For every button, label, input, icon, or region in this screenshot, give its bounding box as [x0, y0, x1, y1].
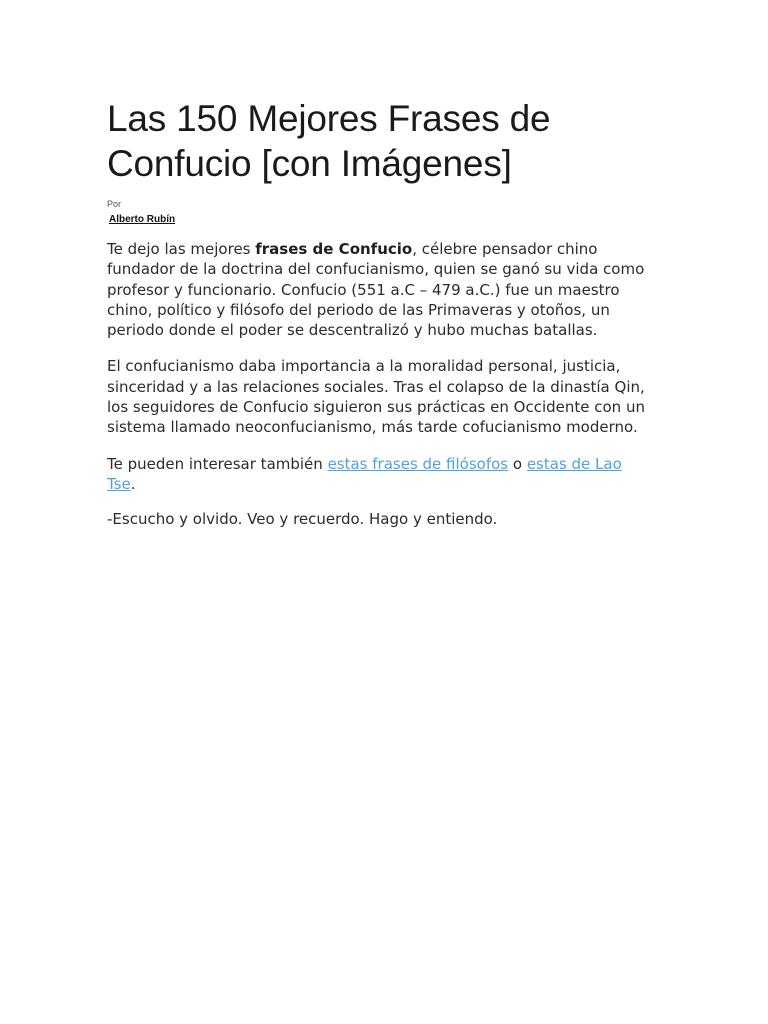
- lao-tse-quotes-link[interactable]: estas de Lao Tse: [107, 454, 622, 493]
- author-link[interactable]: Alberto Rubín: [109, 214, 176, 225]
- philosophers-quotes-link[interactable]: estas frases de filósofos: [327, 454, 509, 473]
- byline-label: Por: [107, 199, 122, 209]
- quote-item: -Escucho y olvido. Veo y recuerdo. Hago y entiendo.: [107, 510, 498, 529]
- intro-text-start: Te dejo las mejores: [107, 240, 256, 258]
- intro-paragraph: [107, 239, 652, 340]
- history-paragraph: El confucianismo daba importancia a la moralidad personal, justicia, sinceridad y a las relaciones sociales. Tras el colapso de la dinastía Qin, los seguidores de Confucio siguieron sus prácticas en Occidente con un sistema llamado neoconfucianismo, más tarde cofucianismo moderno.: [107, 357, 645, 437]
- article: [107, 96, 652, 530]
- intro-text-rest: , célebre pensador chino fundador de la doctrina del confucianismo, quien se ganó su vida como profesor y funcionario. Confucio (551 a.C – 479 a.C.) fue un maestro chino, político y filósofo del periodo de las Primaveras y otoños, un periodo donde el poder se descentralizó y hubo muchas batallas.: [107, 240, 645, 340]
- related-middle: o: [508, 454, 527, 473]
- related-paragraph: [107, 454, 652, 495]
- article-title: Las 150 Mejores Frases de Confucio [con Imágenes]: [107, 98, 551, 184]
- related-prefix: Te pueden interesar también: [107, 454, 328, 473]
- intro-bold-keyword: frases de Confucio: [255, 240, 413, 258]
- related-suffix: .: [130, 474, 136, 493]
